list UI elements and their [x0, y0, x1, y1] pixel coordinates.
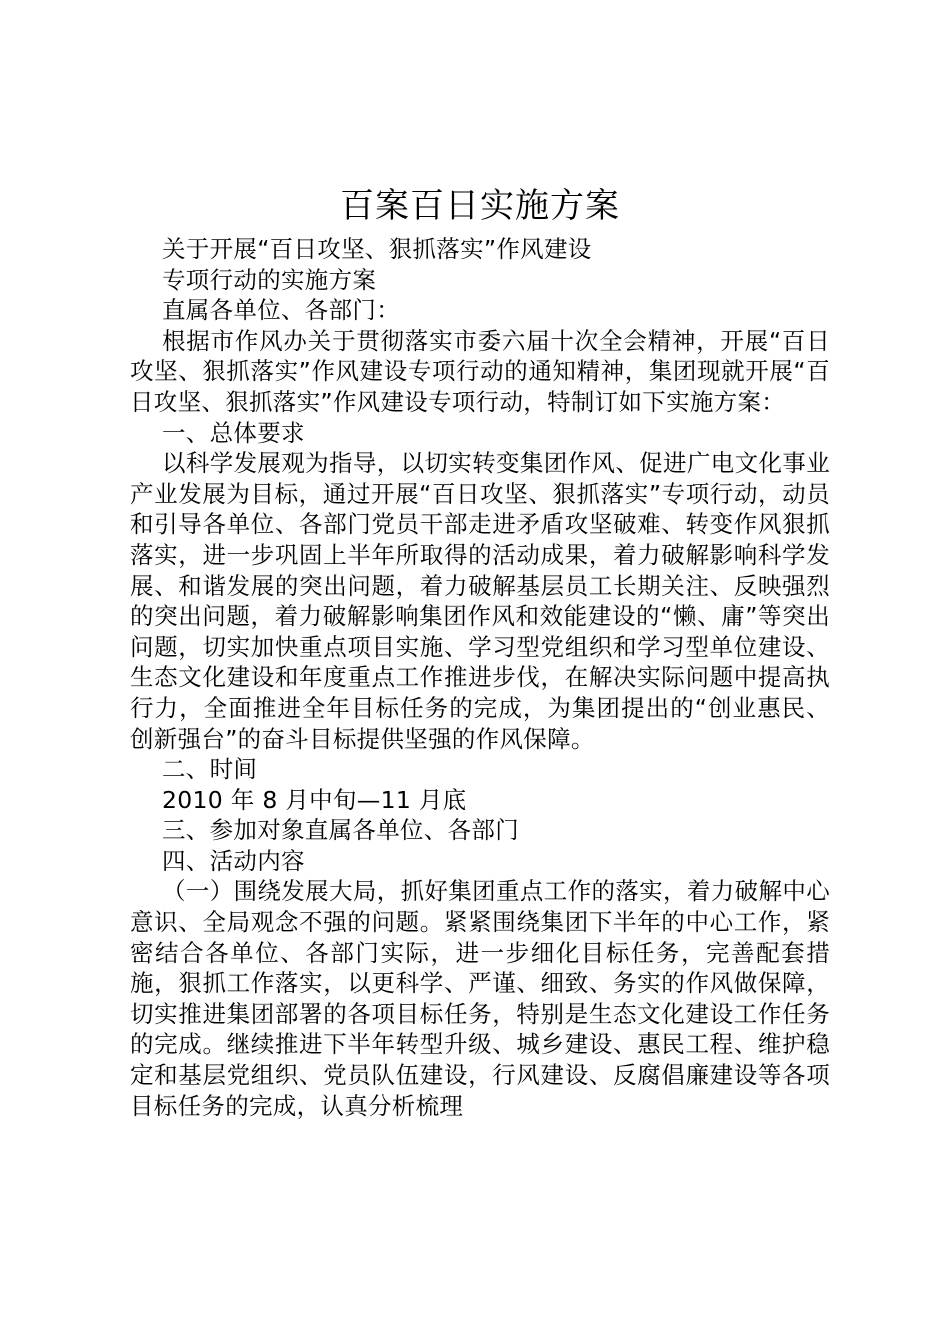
section-heading-1: 一、总体要求 [162, 418, 305, 447]
requirements-paragraph: 以科学发展观为指导，以切实转变集团作风、促进广电文化事业产业发展为目标，通过开展“百日攻坚、狠抓落实”专项行动，动员和引导各单位、各部门党员干部走进矛盾攻坚破难、转变作风狠抓落实，进一步巩固上半年所取得的活动成果，着力破解影响科学发展、和谐发展的突出问题，着力破解基层员工长期关注、反映强烈的突出问题，着力破解影响集团作风和效能建设的“懒、庸”等突出问题，切实加快重点项目实施、学习型党组织和学习型单位建设、生态文化建设和年度重点工作推进步伐，在解决实际问题中提高执行力，全面推进全年目标任务的完成，为集团提出的“创业惠民、创新强台”的奋斗目标提供坚强的作风保障。 [130, 449, 830, 753]
document-page [130, 178, 830, 1121]
subtitle-line-2: 专项行动的实施方案 [162, 265, 377, 294]
section-heading-4: 四、活动内容 [162, 846, 305, 875]
section-heading-3: 三、参加对象直属各单位、各部门 [162, 816, 519, 845]
time-paragraph: 2010 年 8 月中旬—11 月底 [162, 785, 467, 814]
subtitle-line-1: 关于开展“百日攻坚、狠抓落实”作风建设 [162, 235, 592, 263]
section-heading-2: 二、时间 [162, 755, 258, 784]
content-paragraph-1: （一）围绕发展大局，抓好集团重点工作的落实，着力破解中心意识、全局观念不强的问题。紧紧围绕集团下半年的中心工作，紧密结合各单位、各部门实际，进一步细化目标任务，完善配套措施，狠抓工作落实，以更科学、严谨、细致、务实的作风做保障，切实推进集团部署的各项目标任务，特别是生态文化建设工作任务的完成。继续推进下半年转型升级、城乡建设、惠民工程、维护稳定和基层党组织、党员队伍建设，行风建设、反腐倡廉建设等各项目标任务的完成，认真分析梳理 [130, 877, 830, 1120]
document-title: 百案百日实施方案 [340, 186, 620, 226]
intro-paragraph: 根据市作风办关于贯彻落实市委六届十次全会精神，开展“百日攻坚、狠抓落实”作风建设专项行动的通知精神，集团现就开展“百日攻坚、狠抓落实”作风建设专项行动，特制订如下实施方案： [130, 326, 830, 416]
salutation: 直属各单位、各部门： [162, 296, 400, 325]
